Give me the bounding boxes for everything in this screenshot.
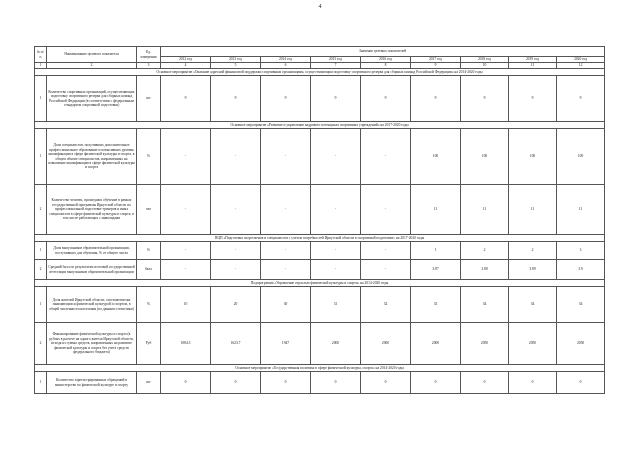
section-title: Основное мероприятие «Развитие и укрепление кадрового потенциала спортивных учреждений» на 2017-2020 годы (35, 122, 605, 129)
value-cell: 32 (361, 287, 411, 323)
header-column-number: 7 (311, 63, 361, 69)
value-cell: 9 (211, 76, 261, 122)
indicator-name: Финансирование физической культуры и спорта (в рублях в расчете на одного жителя Иркутской области, исходя из суммы средств, направленных на развитие физической культуры и спорта без учета средств федерального бюджета) (47, 323, 137, 365)
value-cell: 34 (461, 287, 509, 323)
section-title: Основное мероприятие «Государственная политика в сфере физической культуры, спорта» на 2014-2020 годы (35, 365, 605, 372)
value-cell: 100 (411, 129, 461, 185)
section-row (35, 122, 605, 129)
table-row (35, 372, 605, 394)
value-cell: 11 (557, 185, 605, 235)
section-row (35, 365, 605, 372)
row-number: 1 (35, 129, 47, 185)
value-cell: - (361, 185, 411, 235)
value-cell: - (261, 260, 311, 280)
unit-cell: Руб (137, 323, 161, 365)
indicator-name: Доля выпускников образовательной организации, поступивших для обучения, % от общего числа (47, 242, 137, 260)
row-number: 2 (35, 260, 47, 280)
header-year: 2019 год (509, 57, 557, 63)
header-num: № п/п (35, 47, 47, 63)
header-column-number: 12 (557, 63, 605, 69)
header-column-number: 2 (47, 63, 137, 69)
table-row (35, 323, 605, 365)
value-cell: 0 (557, 372, 605, 394)
value-cell: 2050 (557, 323, 605, 365)
value-cell: 3.88 (461, 260, 509, 280)
value-cell: 3.89 (509, 260, 557, 280)
value-cell: - (261, 129, 311, 185)
value-cell: 9 (261, 76, 311, 122)
value-cell: - (361, 129, 411, 185)
row-number: 1 (35, 372, 47, 394)
header-year: 2012 год (161, 57, 211, 63)
value-cell: 1623.7 (211, 323, 261, 365)
value-cell: 2 (509, 242, 557, 260)
value-cell: - (361, 242, 411, 260)
unit-cell: балл (137, 260, 161, 280)
value-cell: 9 (557, 76, 605, 122)
value-cell: - (311, 260, 361, 280)
indicator-name: Доля специалистов, получивших дополнительное профессиональное образование и повысивших уровень квалификации в сфере физической культуры и спорта, в общем объеме специалистов, направленных на повышение квалификации в сфере физической культуры и спорта (47, 129, 137, 185)
value-cell: - (311, 185, 361, 235)
value-cell: - (161, 185, 211, 235)
header-year: 2015 год (311, 57, 361, 63)
table-row (35, 76, 605, 122)
header-year: 2016 год (361, 57, 411, 63)
value-cell: 0 (361, 372, 411, 394)
value-cell: 11 (509, 185, 557, 235)
value-cell: 34 (557, 287, 605, 323)
value-cell: - (211, 242, 261, 260)
value-cell: 0 (211, 372, 261, 394)
value-cell: 2050 (509, 323, 557, 365)
section-row (35, 69, 605, 76)
value-cell: 34 (509, 287, 557, 323)
value-cell: 2050 (461, 323, 509, 365)
unit-cell: шт (137, 76, 161, 122)
value-cell: 0 (311, 372, 361, 394)
value-cell: 0 (411, 372, 461, 394)
value-cell: 0 (261, 372, 311, 394)
value-cell: 1 (411, 242, 461, 260)
value-cell: 2000 (411, 323, 461, 365)
value-cell: 20 (211, 287, 261, 323)
unit-cell: % (137, 287, 161, 323)
value-cell: 9 (361, 76, 411, 122)
value-cell: - (311, 242, 361, 260)
header-row (35, 47, 605, 57)
value-cell: 33 (411, 287, 461, 323)
value-cell: 9 (461, 76, 509, 122)
indicator-name: Средний балл по результатам итоговой государственной аттестации выпускников образовательной организации (47, 260, 137, 280)
row-number: 1 (35, 76, 47, 122)
value-cell: - (161, 129, 211, 185)
table-row (35, 129, 605, 185)
header-year: 2013 год (211, 57, 261, 63)
header-year: 2014 год (261, 57, 311, 63)
header-column-number: 1 (35, 63, 47, 69)
header-column-number: 6 (261, 63, 311, 69)
table-row (35, 185, 605, 235)
value-cell: 2000 (311, 323, 361, 365)
section-row (35, 235, 605, 242)
value-cell: 3 (557, 242, 605, 260)
value-cell: 3.87 (411, 260, 461, 280)
header-values-group: Значение целевых показателей (161, 47, 605, 57)
value-cell: 11 (461, 185, 509, 235)
value-cell: 31 (311, 287, 361, 323)
value-cell: 1947 (261, 323, 311, 365)
value-cell: - (261, 185, 311, 235)
header-column-number: 4 (161, 63, 211, 69)
value-cell: 1084.3 (161, 323, 211, 365)
value-cell: 9 (161, 76, 211, 122)
value-cell: 11 (411, 185, 461, 235)
value-cell: - (211, 185, 261, 235)
value-cell: 10 (161, 287, 211, 323)
indicator-name: Количество спортивных организаций, осуществляющих подготовку спортивного резерва для сборных команд Российской Федерации (в соответствии с федеральным стандартом спортивной подготовки) (47, 76, 137, 122)
value-cell: - (361, 260, 411, 280)
value-cell: 100 (557, 129, 605, 185)
unit-cell: шт (137, 372, 161, 394)
value-cell: 100 (461, 129, 509, 185)
section-title: Подпрограмма «Управление отраслью физической культуры и спорта» на 2014-2020 годы (35, 280, 605, 287)
value-cell: 0 (161, 372, 211, 394)
header-column-number: 8 (361, 63, 411, 69)
indicator-name: Доля жителей Иркутской области, систематически занимающихся физической культурой и спортом, в общей численности населения (по данным статистики) (47, 287, 137, 323)
value-cell: - (161, 260, 211, 280)
header-column-number: 5 (211, 63, 261, 69)
row-number: 2 (35, 323, 47, 365)
value-cell: 100 (509, 129, 557, 185)
header-column-number: 3 (137, 63, 161, 69)
section-row (35, 280, 605, 287)
value-cell: - (161, 242, 211, 260)
table-row (35, 260, 605, 280)
page-number: 4 (318, 4, 322, 10)
value-cell: 0 (461, 372, 509, 394)
unit-cell: чел (137, 185, 161, 235)
value-cell: 2 (461, 242, 509, 260)
value-cell: - (311, 129, 361, 185)
value-cell: - (211, 260, 261, 280)
value-cell: 30 (261, 287, 311, 323)
header-unit: Ед. измерения (137, 47, 161, 63)
target-indicators-table (34, 46, 605, 394)
value-cell: - (261, 242, 311, 260)
value-cell: 0 (509, 372, 557, 394)
value-cell: 9 (411, 76, 461, 122)
table-row (35, 287, 605, 323)
indicator-name: Количество зарегистрированных обращений в министерство по физической культуре и спорту (47, 372, 137, 394)
header-column-number: 9 (411, 63, 461, 69)
header-year: 2017 год (411, 57, 461, 63)
header-year: 2018 год (461, 57, 509, 63)
value-cell: 9 (311, 76, 361, 122)
section-title: ВЦП «Подготовка спортсменов и специалистов с учетом потребностей Иркутской области в спортивной подготовке» на 2017-2020 годы (35, 235, 605, 242)
table-row (35, 242, 605, 260)
value-cell: - (211, 129, 261, 185)
row-number: 1 (35, 287, 47, 323)
value-cell: 9 (509, 76, 557, 122)
row-number: 1 (35, 242, 47, 260)
section-title: Основное мероприятие «Оказание адресной финансовой поддержки спортивным организациям, осуществляющим подготовку спортивного резерва для сборных команд Российской Федерации» на 2014-2020 годы (35, 69, 605, 76)
header-column-number: 11 (509, 63, 557, 69)
header-year: 2020 год (557, 57, 605, 63)
value-cell: 2000 (361, 323, 411, 365)
header-name: Наименование целевого показателя (47, 47, 137, 63)
value-cell: 3.9 (557, 260, 605, 280)
header-column-number: 10 (461, 63, 509, 69)
unit-cell: % (137, 242, 161, 260)
indicator-name: Количество человек, прошедших обучение в рамках государственной программы Иркутской области по профессиональной подготовке тренеров и иных специалистов в сфере физической культуры и спорта, в том числе работающих с инвалидами (47, 185, 137, 235)
unit-cell: % (137, 129, 161, 185)
row-number: 2 (35, 185, 47, 235)
